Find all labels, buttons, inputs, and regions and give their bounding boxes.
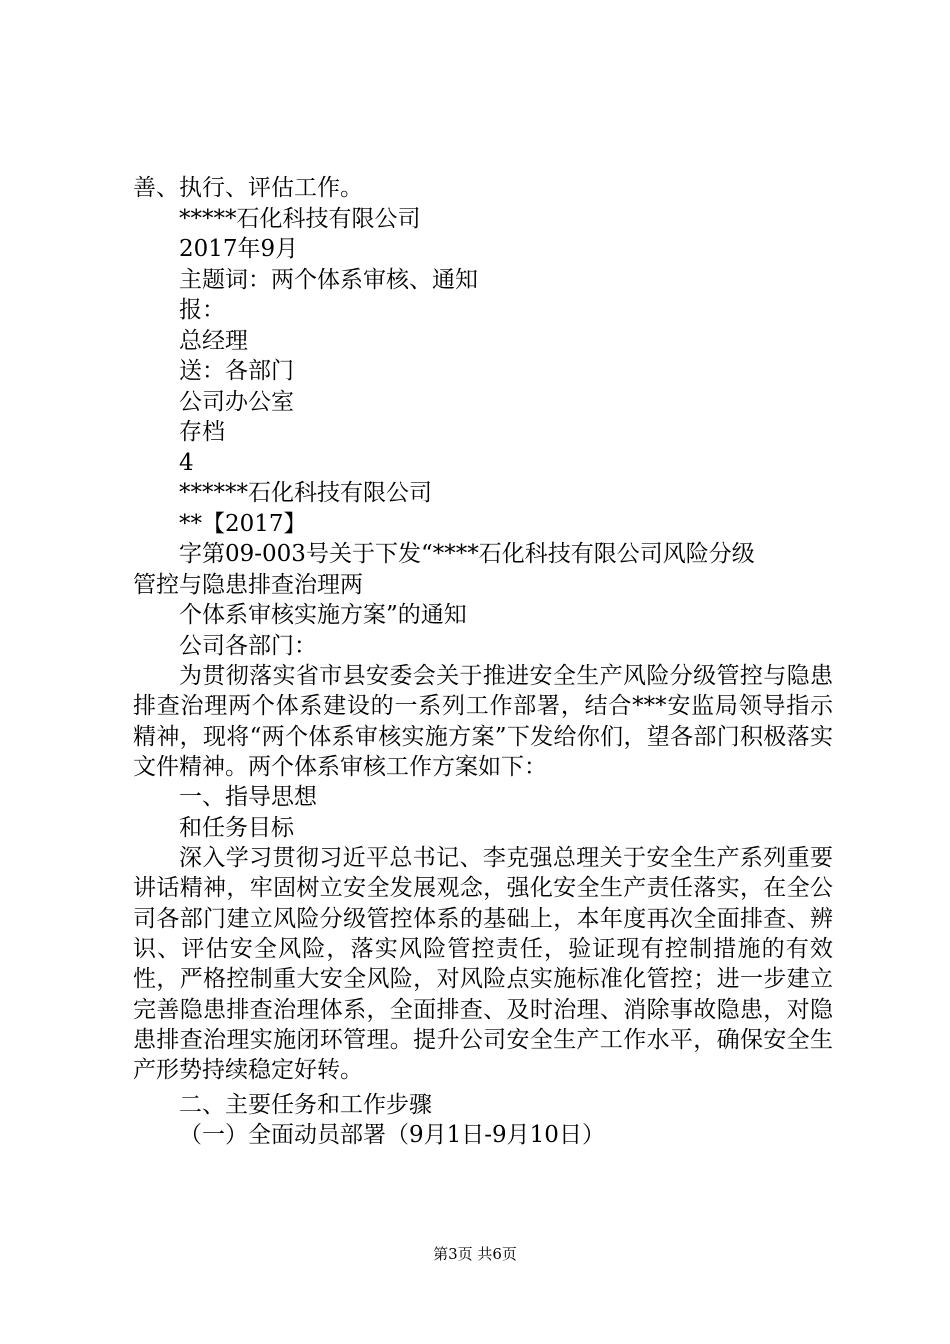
issuing-company: ******石化科技有限公司 [179,480,432,506]
document-body [133,173,833,1151]
document-title-line-3: 个体系审核实施方案”的通知 [179,602,467,628]
text-line: 善、执行、评估工作。 [133,175,363,201]
document-date: 2017年9月 [179,236,299,262]
guiding-paragraph: 深入学习贯彻习近平总书记、李克强总理关于安全生产系列重要讲话精神，牢固树立安全发展观念，强化安全生产责任落实，在全公司各部门建立风险分级管控体系的基础上，本年度再次全面排查、辨识、评估安全风险，落实风险管控责任，验证现有控制措施的有效性，严格控制重大安全风险，对风险点实施标准化管控；进一步建立完善隐患排查治理体系，全面排查、及时治理、消除事故隐患，对隐患排查治理实施闭环管理。提升公司安全生产工作水平，确保安全生产形势持续稳定好转。 [133,845,833,1084]
subject-keywords: 主题词：两个体系审核、通知 [179,266,478,293]
company-name: *****石化科技有限公司 [179,205,421,232]
copy-count: 4 [179,449,194,476]
document-number-prefix: **【2017】 [179,510,307,537]
section-heading-1: 一、指导思想 [179,784,317,811]
report-to-label: 报： [179,297,225,323]
send-to-label: 送：各部门 [179,358,294,384]
intro-paragraph: 为贯彻落实省市县安委会关于推进安全生产风险分级管控与隐患排查治理两个体系建设的一系列工作部署，结合***安监局领导指示精神，现将“两个体系审核实施方案”下发给你们，望各部门积极落实文件精神。两个体系审核工作方案如下： [133,663,833,780]
subsection-heading-2-1: （一）全面动员部署（9月1日-9月10日） [179,1122,605,1149]
addressee: 公司各部门： [179,632,317,659]
section-heading-1-continued: 和任务目标 [179,814,294,841]
section-heading-2: 二、主要任务和工作步骤 [179,1091,432,1118]
page-number: 第3页 共6页 [433,1245,517,1263]
document-title-line-1: 字第09-003号关于下发“****石化科技有限公司风险分级 [179,541,755,567]
document-title-line-2: 管控与隐患排查治理两 [133,571,363,598]
report-to-recipient: 总经理 [179,327,248,354]
archive-label: 存档 [179,419,225,445]
send-to-recipient: 公司办公室 [179,388,294,415]
